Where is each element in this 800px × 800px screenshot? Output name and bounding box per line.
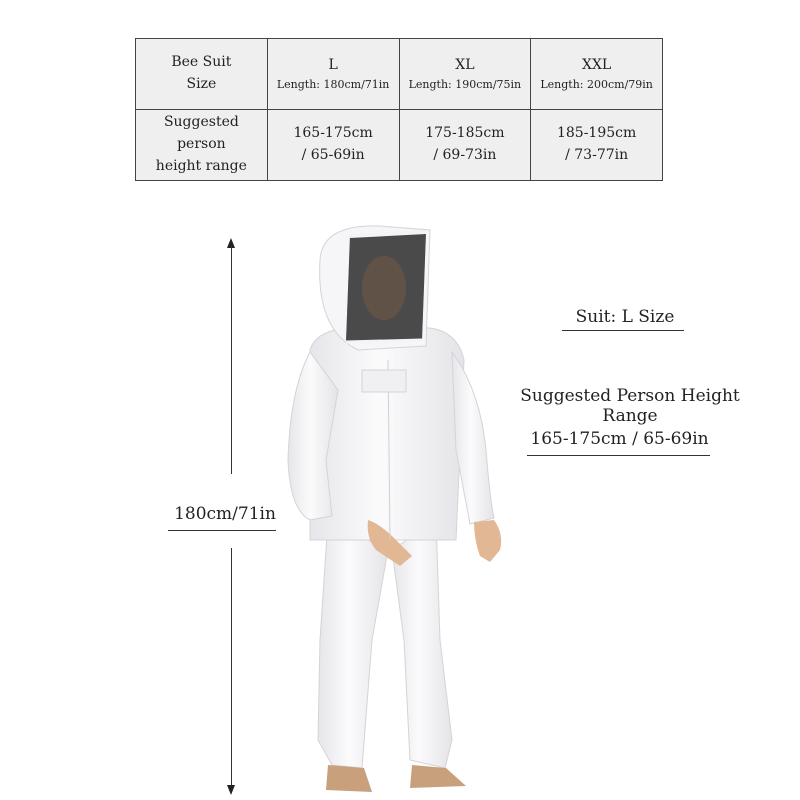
bee-suit-illustration — [280, 220, 520, 800]
row-label-line-2: height range — [155, 157, 247, 174]
suit-size-label: Suit: L Size — [575, 307, 675, 327]
range-title: Suggested Person Height Range — [520, 386, 740, 426]
size-length-l: Length: 180cm/71in — [276, 78, 390, 92]
range-xxl-in: / 73-77in — [565, 147, 629, 163]
row-label-line-1: Suggested person — [163, 114, 239, 153]
range-l-in: / 65-69in — [301, 147, 365, 163]
size-name-xl: XL — [455, 56, 475, 73]
header-label-line-1: Bee Suit — [171, 54, 232, 71]
height-line-top — [231, 246, 232, 474]
header-label-line-2: Size — [186, 76, 217, 92]
range-value-underline — [527, 455, 710, 456]
size-name-xxl: XXL — [582, 56, 612, 73]
suit-size-underline — [562, 330, 684, 331]
range-xl-in: / 69-73in — [433, 147, 497, 163]
table-row — [136, 110, 663, 181]
size-table — [135, 38, 663, 181]
table-cell — [399, 110, 531, 181]
table-cell — [531, 110, 663, 181]
range-xxl-cm: 185-195cm — [556, 125, 637, 142]
height-line-bottom — [231, 548, 232, 786]
range-xl-cm: 175-185cm — [425, 125, 505, 142]
table-header-cell — [136, 39, 268, 110]
size-length-xl: Length: 190cm/75in — [408, 78, 522, 92]
table-header-row — [136, 39, 663, 110]
range-l-cm: 165-175cm — [293, 125, 373, 142]
height-label: 180cm/71in — [174, 504, 276, 524]
size-length-xxl: Length: 200cm/79in — [540, 78, 653, 92]
range-value: 165-175cm / 65-69in — [530, 429, 709, 449]
size-name-l: L — [328, 56, 338, 73]
table-cell — [267, 110, 399, 181]
height-label-underline — [168, 530, 276, 531]
table-header-cell — [267, 39, 399, 110]
arrow-down-icon — [227, 785, 235, 795]
table-header-cell — [531, 39, 663, 110]
table-cell — [136, 110, 268, 181]
table-header-cell — [399, 39, 531, 110]
